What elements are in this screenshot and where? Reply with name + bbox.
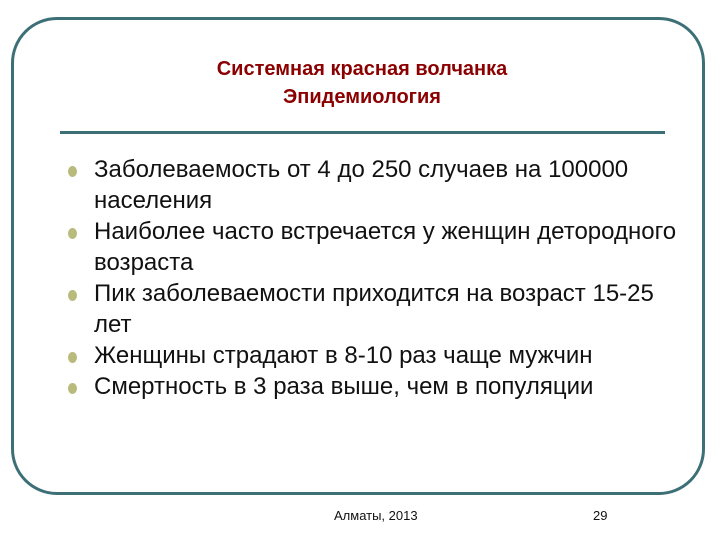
bullet-text: Женщины страдают в 8-10 раз чаще мужчин: [94, 342, 593, 369]
title-divider: [60, 131, 665, 134]
bullet-item: [60, 340, 680, 371]
bullet-item: [60, 371, 680, 402]
page-number: 29: [593, 508, 608, 523]
bullet-text: Смертность в 3 раза выше, чем в популяции: [94, 373, 594, 400]
footer-city-year: Алматы, 2013: [334, 508, 418, 523]
bullet-dot-icon: [68, 166, 77, 177]
slide-subtitle: Эпидемиология: [283, 86, 441, 108]
bullet-item: [60, 216, 680, 278]
bullet-text: Пик заболеваемости приходится на возраст 15-25 лет: [94, 280, 654, 338]
bullet-dot-icon: [68, 228, 77, 239]
bullet-dot-icon: [68, 290, 77, 301]
slide-title: Системная красная волчанка: [216, 58, 508, 80]
bullet-list: [60, 154, 680, 402]
bullet-dot-icon: [68, 352, 77, 363]
bullet-text: Наиболее часто встречается у женщин детородного возраста: [94, 218, 677, 276]
bullet-dot-icon: [68, 383, 77, 394]
bullet-item: [60, 154, 680, 216]
bullet-item: [60, 278, 680, 340]
bullet-text: Заболеваемость от 4 до 250 случаев на 100000 населения: [94, 156, 629, 214]
